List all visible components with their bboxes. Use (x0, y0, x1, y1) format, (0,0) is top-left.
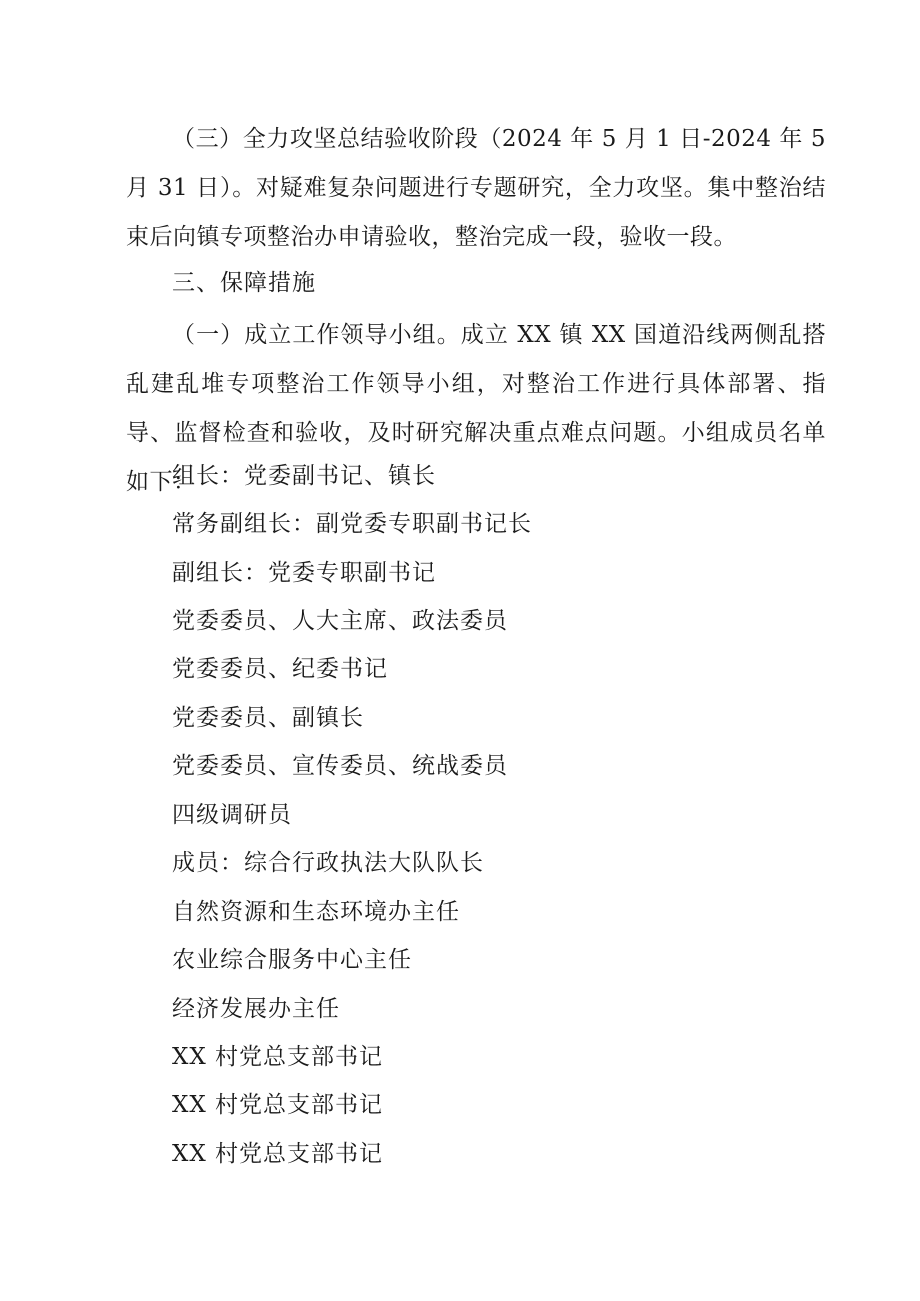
member-line: 常务副组长：副党委专职副书记长 (172, 511, 532, 537)
member-line: 农业综合服务中心主任 (172, 947, 412, 973)
member-line: XX 村党总支部书记 (172, 1044, 384, 1070)
member-line: 党委委员、副镇长 (172, 705, 364, 731)
paragraph-leading-group: （一）成立工作领导小组。成立 XX 镇 XX 国道沿线两侧乱搭乱建乱堆专项整治工作领导小组，对整治工作进行具体部署、指导、监督检查和验收，及时研究解决重点难点问题。小组成员名单如下： (126, 322, 826, 495)
member-line: 经济发展办主任 (172, 996, 340, 1022)
member-line: 成员：综合行政执法大队队长 (172, 850, 484, 876)
member-line: XX 村党总支部书记 (172, 1092, 384, 1118)
member-line: XX 村党总支部书记 (172, 1141, 384, 1167)
member-line: 党委委员、人大主席、政法委员 (172, 608, 508, 634)
member-line: 党委委员、纪委书记 (172, 656, 388, 682)
member-line: 自然资源和生态环境办主任 (172, 899, 460, 925)
member-line: 组长：党委副书记、镇长 (172, 463, 436, 489)
paragraph-stage-three: （三）全力攻坚总结验收阶段（2024 年 5 月 1 日-2024 年 5 月 31 日）。对疑难复杂问题进行专题研究，全力攻坚。集中整治结束后向镇专项整治办申请验收，整治完成一段，验收一段。 (126, 126, 826, 250)
member-line: 副组长：党委专职副书记 (172, 560, 436, 586)
member-line: 四级调研员 (172, 802, 292, 828)
member-line: 党委委员、宣传委员、统战委员 (172, 753, 508, 779)
section-heading: 三、保障措施 (172, 270, 316, 296)
